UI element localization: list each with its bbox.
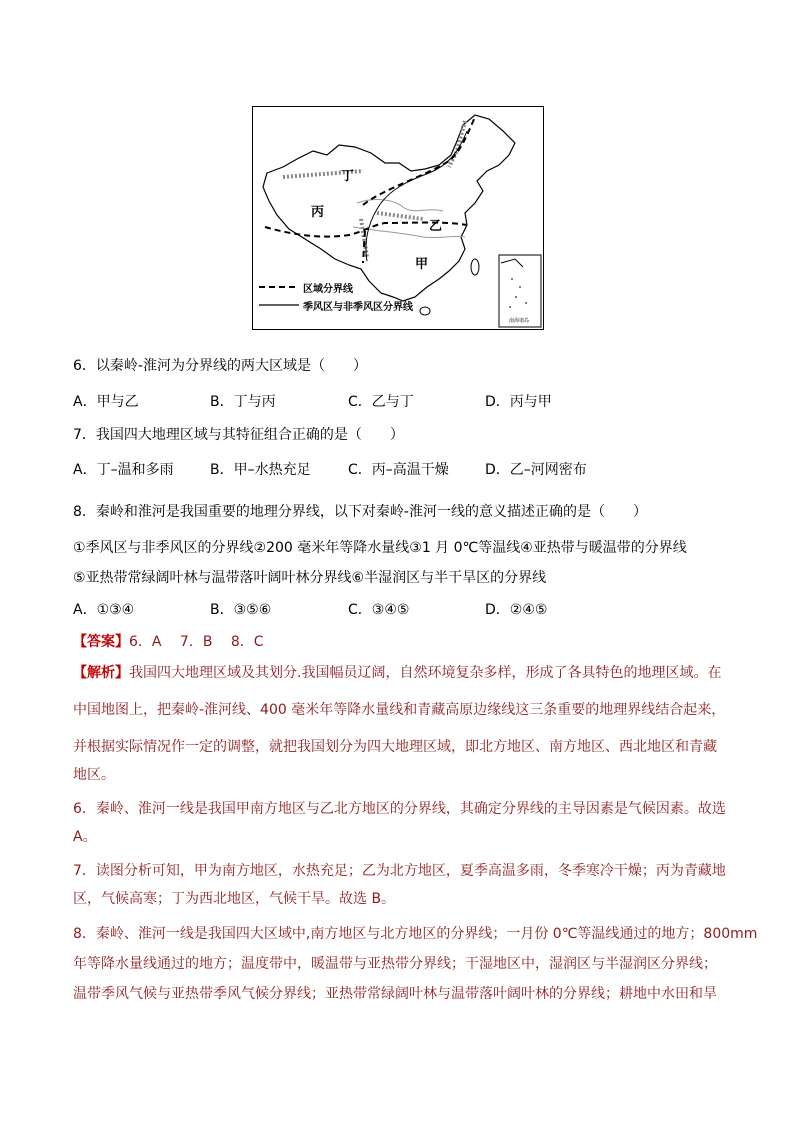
q8-option-b: B．③⑤⑥ [210,602,272,618]
answer-text: 6．A 7．B 8．C [129,634,264,650]
q6-stem: 6．以秦岭-淮河为分界线的两大区域是（ ） [73,358,367,374]
label-ding: 丁 [341,169,355,184]
answer-tag: 【答案】 [73,634,129,650]
analysis-intro [73,663,726,785]
q8-stem: 8．秦岭和淮河是我国重要的地理分界线，以下对秦岭-淮河一线的意义描述正确的是（ ） [73,504,647,520]
analysis-q8 [73,924,758,1004]
map-svg [253,107,543,329]
q8-items-line2: ⑤亚热带常绿阔叶林与温带落叶阔叶林分界线⑥半湿润区与半干旱区的分界线 [73,570,547,586]
label-jia: 甲 [415,257,429,272]
analysis-intro-line-2: 中国地图上，把秦岭-淮河线、400 毫米年等降水量线和青藏高原边缘线这三条重要的地理界线结合起来， [73,702,726,718]
q8-items-line1: ①季风区与非季风区的分界线②200 毫米年等降水量线③1 月 0℃等温线④亚热带与暖温带的分界线 [73,540,687,556]
analysis-intro-line-4: 地区。 [73,767,115,783]
legend-monsoon-boundary: 季风区与非季风区分界线 [303,302,413,313]
label-yi: 乙 [429,219,443,234]
analysis-q8-line-2: 年等降水量线通过的地方；温度带中，暖温带与亚热带分界线；干湿地区中，湿润区与半湿润区分界线； [73,956,717,972]
analysis-q6 [73,799,726,847]
analysis-intro-line-3: 并根据实际情况作一定的调整，就把我国划分为四大地理区域，即北方地区、南方地区、西北地区和青藏 [73,739,717,755]
q7-option-d: D．乙–河网密布 [485,462,587,478]
q8-option-a: A．①③④ [73,602,135,618]
taiwan-island [471,259,479,275]
q6-option-b: B．丁与丙 [210,394,276,410]
analysis-q7-line-1: 7．读图分析可知，甲为南方地区，水热充足；乙为北方地区，夏季高温多雨，冬季寒冷干燥；丙为青藏地 [73,863,726,879]
q6-option-c: C．乙与丁 [348,394,414,410]
legend-region-boundary: 区域分界线 [303,284,353,295]
china-region-map [252,106,544,330]
label-bing: 丙 [311,205,325,220]
inset-label: 南海诸岛 [509,318,530,324]
q8-option-c: C．③④⑤ [348,602,410,618]
analysis-q7 [73,861,726,909]
analysis-q7-line-2: 区，气候高寒；丁为西北地区，气候干旱。故选 B。 [73,891,396,907]
analysis-intro-text-1: 我国四大地理区域及其划分.我国幅员辽阔，自然环境复杂多样，形成了各具特色的地理区域。在 [129,665,722,681]
analysis-q6-line-2: A。 [73,829,97,845]
hainan-island [420,307,430,315]
q6-option-a: A．甲与乙 [73,394,139,410]
analysis-q8-line-3: 温带季风气候与亚热带季风气候分界线；亚热带常绿阔叶林与温带落叶阔叶林的分界线；耕地中水田和旱 [73,986,717,1002]
q8-option-d: D．②④⑤ [485,602,548,618]
q7-option-c: C．丙–高温干燥 [348,462,449,478]
analysis-q8-line-1: 8．秦岭、淮河一线是我国四大区域中,南方地区与北方地区的分界线；一月份 0℃等温线通过的地方；800mm [73,926,758,942]
q7-option-b: B．甲–水热充足 [210,462,311,478]
analysis-tag: 【解析】 [73,665,129,681]
analysis-q6-line-1: 6．秦岭、淮河一线是我国甲南方地区与乙北方地区的分界线，其确定分界线的主导因素是气候因素。故选 [73,801,726,817]
q7-stem: 7．我国四大地理区域与其特征组合正确的是（ ） [73,427,404,443]
q7-option-a: A．丁–温和多雨 [73,462,174,478]
analysis-intro-line-1 [73,663,721,683]
answer-line [73,632,264,652]
q6-option-d: D．丙与甲 [485,394,552,410]
